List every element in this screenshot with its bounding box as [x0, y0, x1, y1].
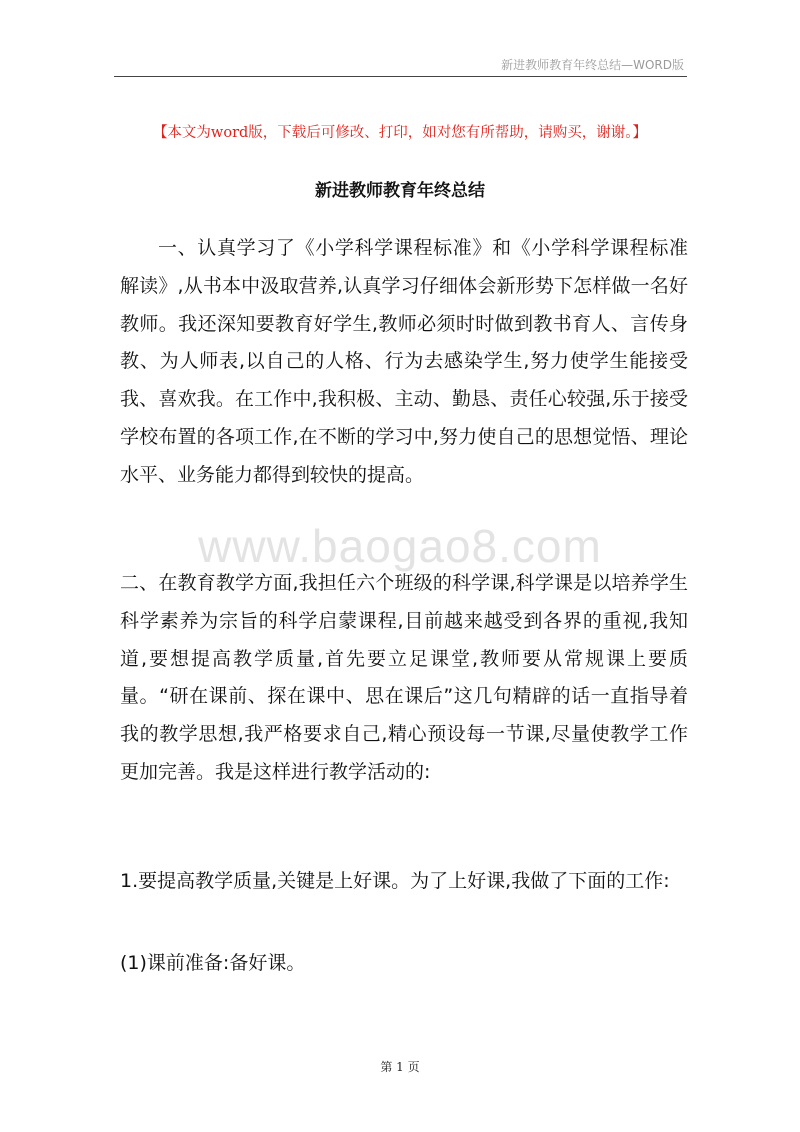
running-header: 新进教师教育年终总结—WORD版 [501, 58, 684, 72]
header-divider [114, 76, 687, 77]
paragraph-4: (1)课前准备:备好课。 [120, 952, 306, 974]
page-number: 第 1 页 [380, 1060, 420, 1074]
purchase-notice: 【本文为word版，下载后可修改、打印，如对您有所帮助，请购买，谢谢。】 [152, 125, 648, 141]
paragraph-3: 1.要提高教学质量,关键是上好课。为了上好课,我做了下面的工作: [120, 870, 670, 892]
paragraph-1: 一、认真学习了《小学科学课程标准》和《小学科学课程标准解读》,从书本中汲取营养,认真学习仔细体会新形势下怎样做一名好教师。我还深知要教育好学生,教师必须时时做到教书育人、言传身教、为人师表,以自己的人格、行为去感染学生,努力使学生能接受我、喜欢我。在工作中,我积极、主动、勤恳、责任心较强,乐于接受学校布置的各项工作,在不断的学习中,努力使自己的思想觉悟、理论水平、业务能力都得到较快的提高。 [120, 237, 688, 486]
document-title: 新进教师教育年终总结 [315, 181, 485, 201]
paragraph-2: 二、在教育教学方面,我担任六个班级的科学课,科学课是以培养学生科学素养为宗旨的科学启蒙课程,目前越来越受到各界的重视,我知道,要想提高教学质量,首先要立足课堂,教师要从常规课上要质量。“研在课前、探在课中、思在课后”这几句精辟的话一直指导着我的教学思想,我严格要求自己,精心预设每一节课,尽量使教学工作更加完善。我是这样进行教学活动的: [120, 572, 688, 783]
watermark: www.baogao8.com [198, 520, 602, 572]
